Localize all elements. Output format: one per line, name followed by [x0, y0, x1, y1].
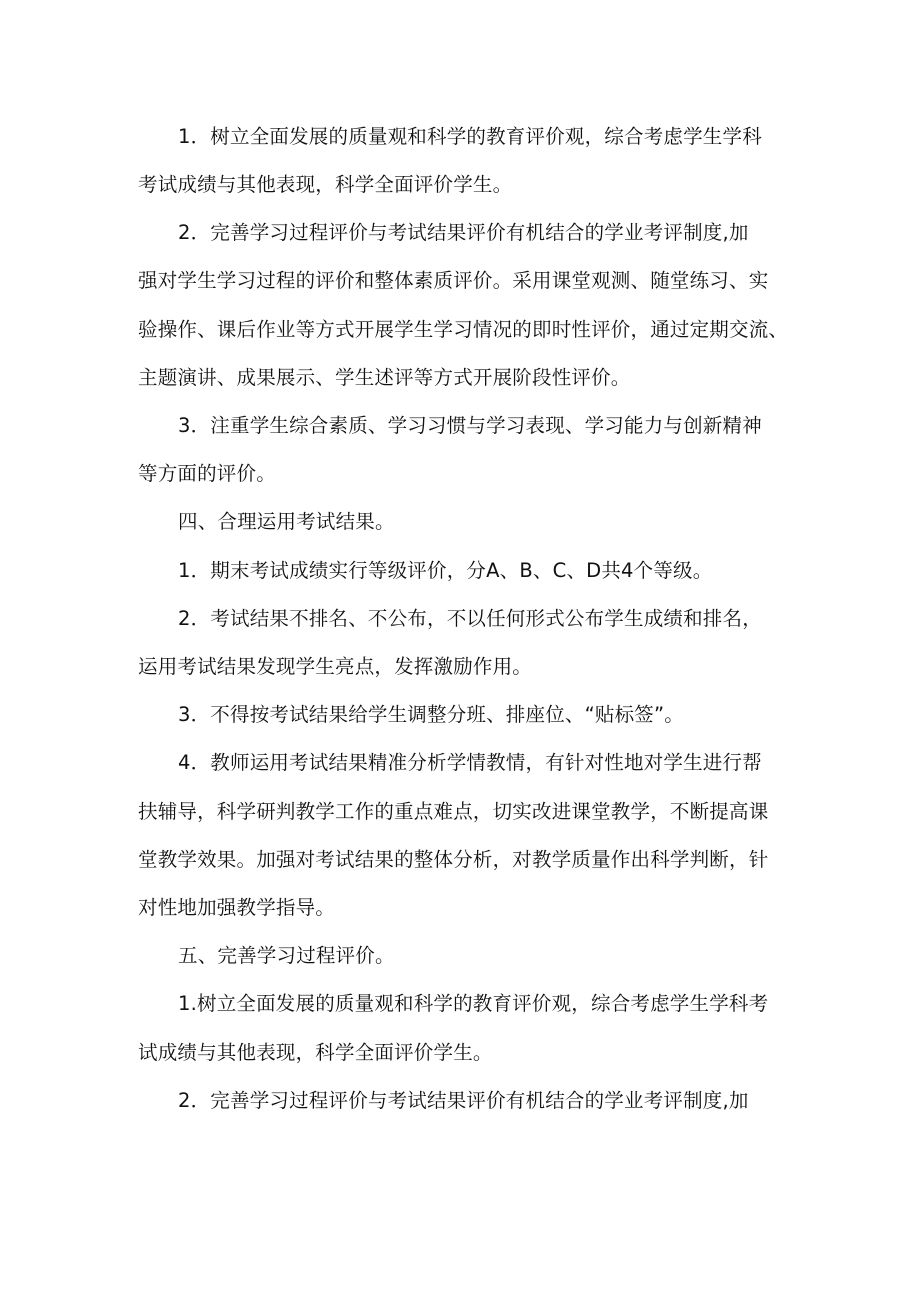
paragraph-line: 扶辅导，科学研判教学工作的重点难点，切实改进课堂教学，不断提高课 — [138, 800, 769, 823]
paragraph-line: 3．不得按考试结果给学生调整分班、排座位、“贴标签”。 — [178, 703, 685, 726]
paragraph-line: 2．完善学习过程评价与考试结果评价有机结合的学业考评制度,加 — [178, 221, 749, 244]
paragraph-line: 2．完善学习过程评价与考试结果评价有机结合的学业考评制度,加 — [178, 1089, 749, 1112]
paragraph-line: 运用考试结果发现学生亮点，发挥激励作用。 — [138, 655, 533, 678]
paragraph-line: 堂教学效果。加强对考试结果的整体分析，对教学质量作出科学判断，针 — [138, 848, 769, 871]
section-heading: 四、合理运用考试结果。 — [178, 510, 395, 533]
paragraph-line: 2．考试结果不排名、不公布，不以任何形式公布学生成绩和排名， — [178, 607, 762, 630]
paragraph-line: 主题演讲、成果展示、学生述评等方式开展阶段性评价。 — [138, 366, 631, 389]
paragraph-line: 1．树立全面发展的质量观和科学的教育评价观，综合考虑学生学科 — [178, 125, 762, 148]
paragraph-line: 试成绩与其他表现，科学全面评价学生。 — [138, 1041, 493, 1064]
paragraph-line: 对性地加强教学指导。 — [138, 896, 336, 919]
section-heading: 五、完善学习过程评价。 — [178, 944, 395, 967]
paragraph-line: 等方面的评价。 — [138, 462, 276, 485]
paragraph-line: 考试成绩与其他表现，科学全面评价学生。 — [138, 173, 513, 196]
paragraph-line: 1．期末考试成绩实行等级评价，分A、B、C、D共4个等级。 — [178, 559, 713, 582]
paragraph-line: 验操作、课后作业等方式开展学生学习情况的即时性评价，通过定期交流、 — [138, 318, 789, 341]
paragraph-line: 1.树立全面发展的质量观和科学的教育评价观，综合考虑学生学科考 — [178, 992, 769, 1015]
paragraph-line: 4．教师运用考试结果精准分析学情教情，有针对性地对学生进行帮 — [178, 751, 762, 774]
paragraph-line: 强对学生学习过程的评价和整体素质评价。采用课堂观测、随堂练习、实 — [138, 269, 769, 292]
paragraph-line: 3．注重学生综合素质、学习习惯与学习表现、学习能力与创新精神 — [178, 414, 762, 437]
